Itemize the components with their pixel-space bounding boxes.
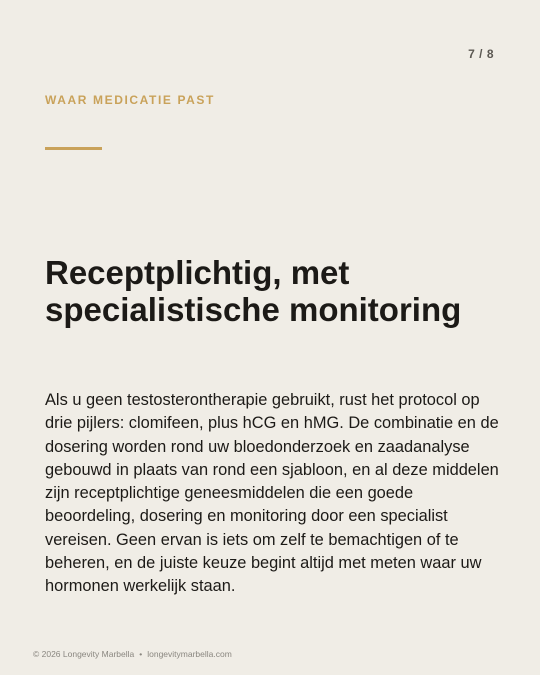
footer-website-link[interactable]: longevitymarbella.com (147, 649, 232, 659)
body-paragraph: Als u geen testosterontherapie gebruikt, rust het protocol op drie pijlers: clomifeen, plus hCG en hMG. De combinatie en de dosering worden rond uw bloedonderzoek en zaadanalyse gebouwd in plaats van rond een sjabloon, en al deze middelen zijn receptplichtige geneesmiddelen die een goede beoordeling, dosering en monitoring door een specialist vereisen. Geen ervan is iets om zelf te bemachtigen of te beheren, en de juiste keuze begint altijd met meten waar uw hormonen werkelijk staan. (45, 391, 499, 596)
footer-copyright: © 2026 Longevity Marbella (33, 649, 135, 659)
footer (33, 649, 232, 659)
page-counter: 7 / 8 (468, 47, 494, 61)
section-eyebrow: WAAR MEDICATIE PAST (45, 93, 215, 107)
footer-separator: • (139, 649, 143, 659)
accent-rule (45, 147, 102, 150)
headline: Receptplichtig, met specialistische monitoring (45, 254, 462, 328)
